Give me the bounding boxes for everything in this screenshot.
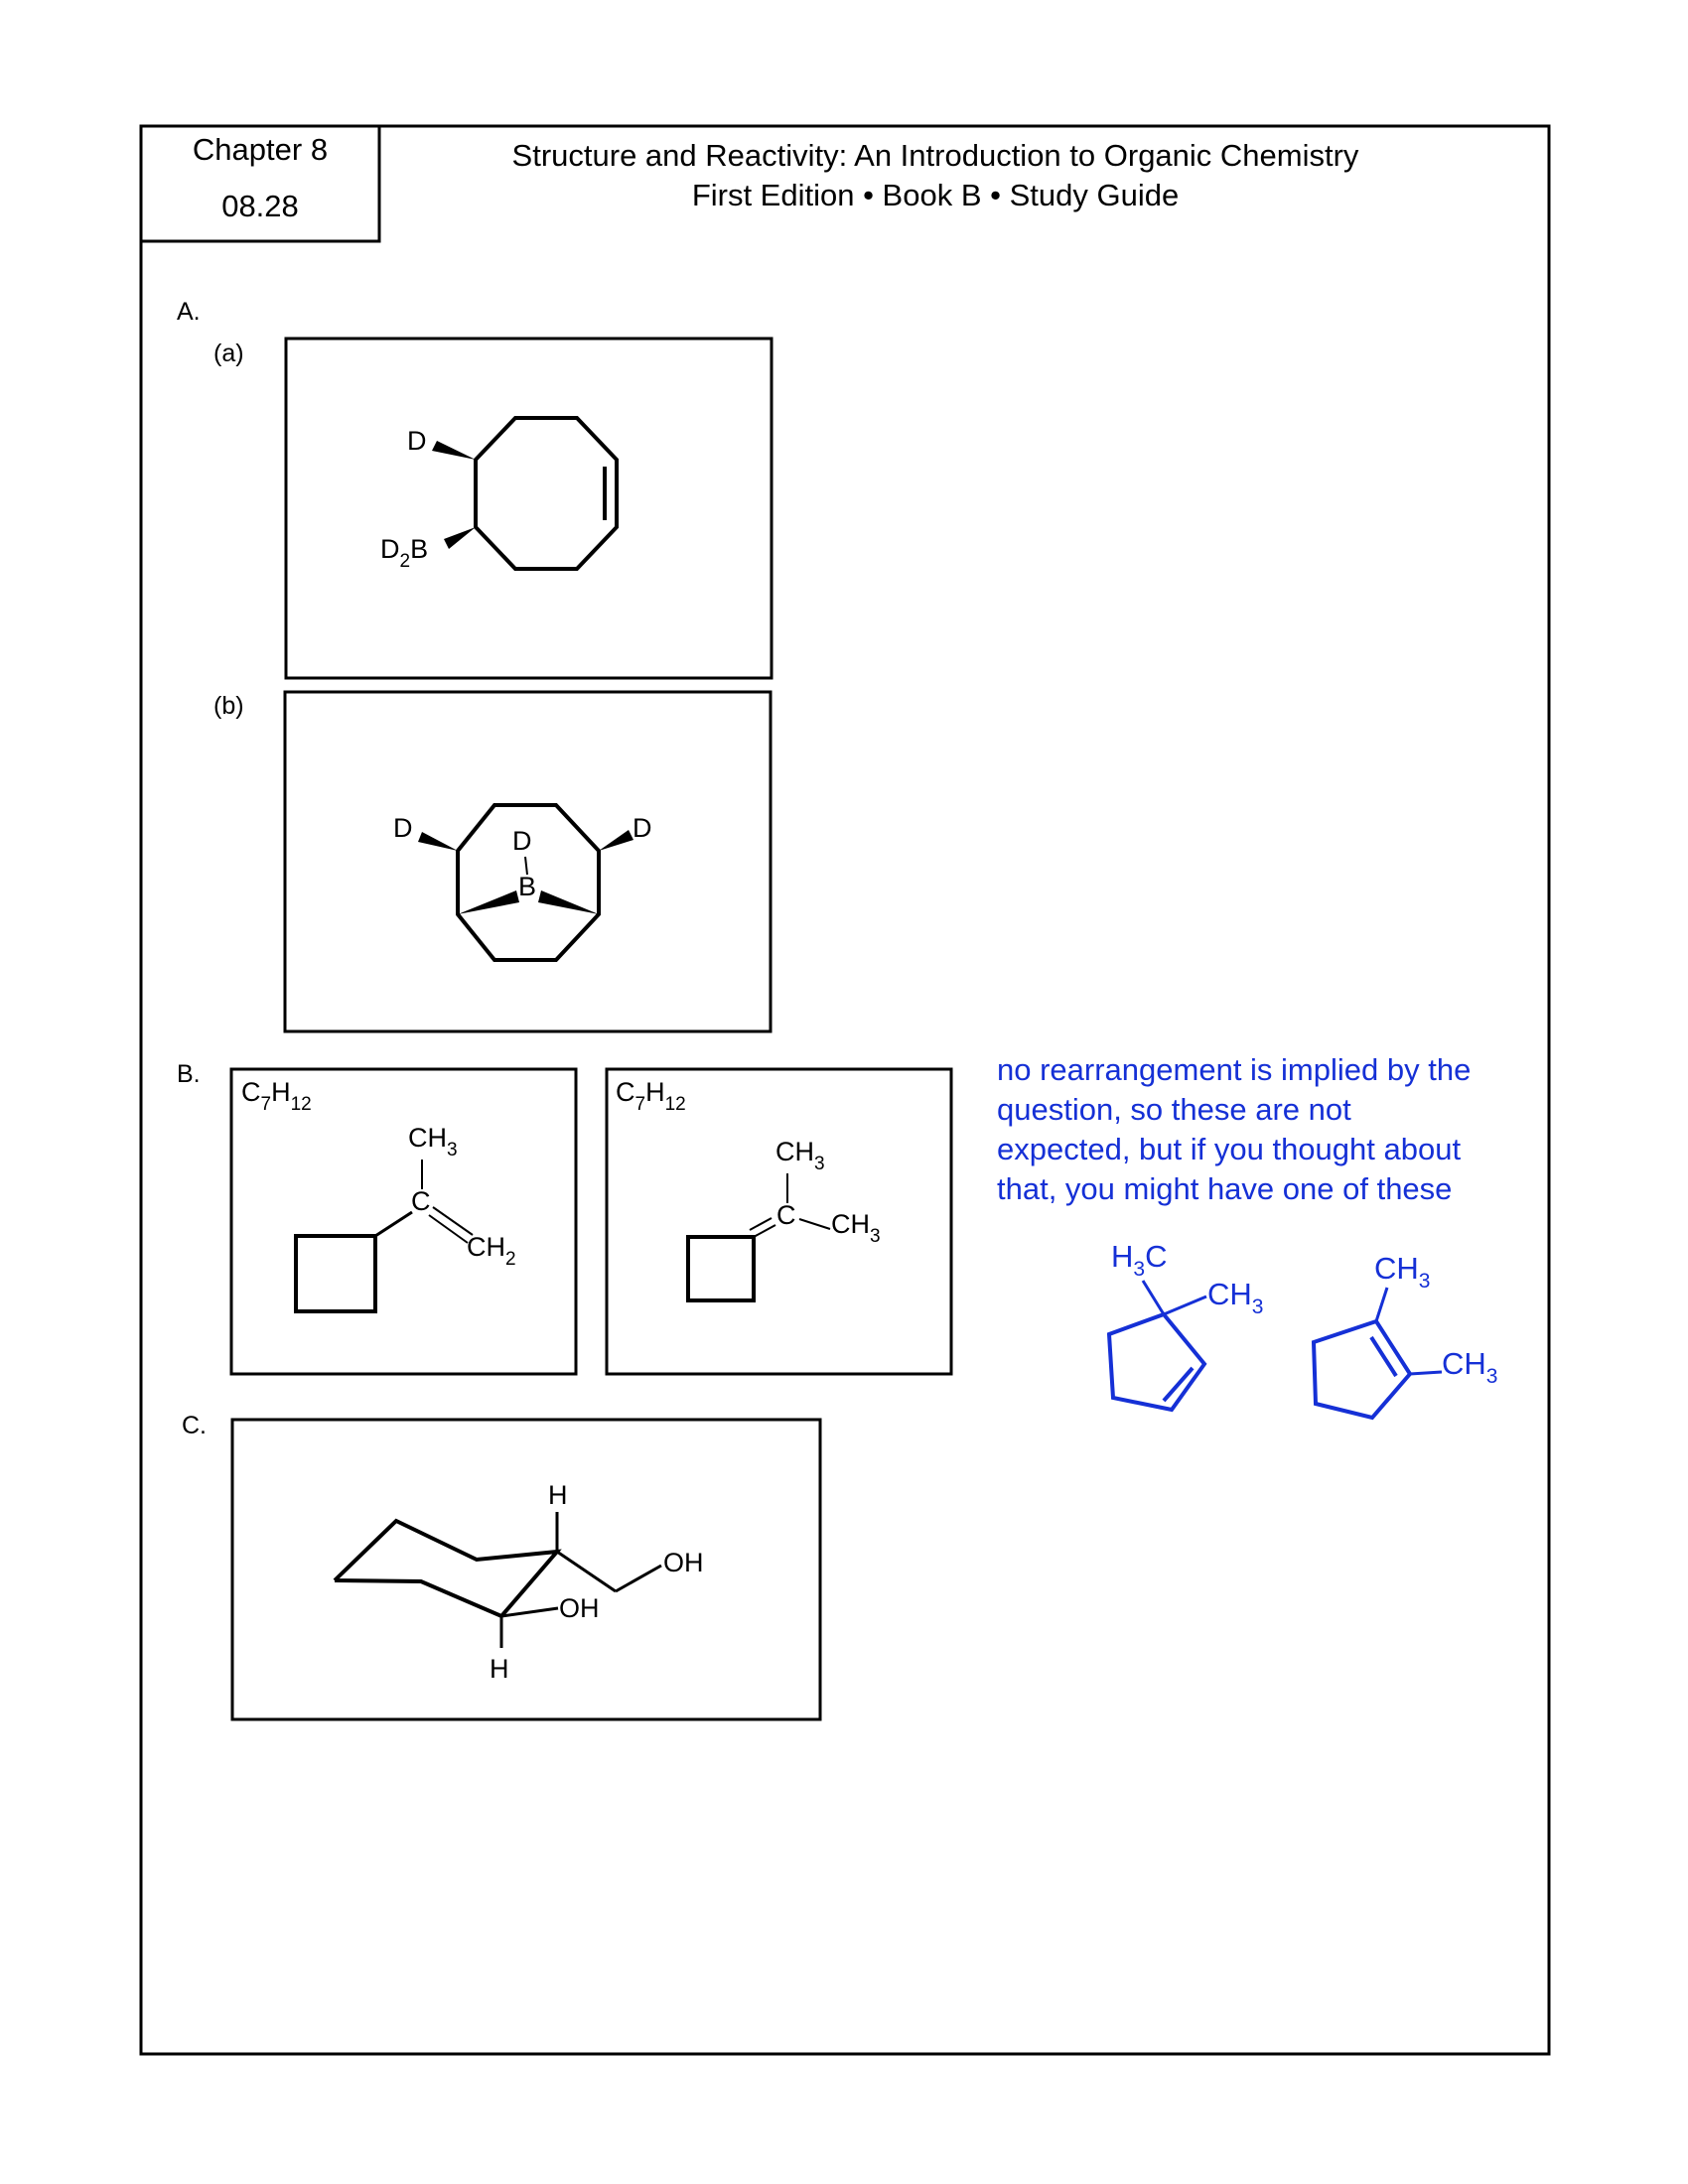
cyclobutane-ring-2 [688,1237,754,1300]
formula-b-1: $C_7H_{12}$ [241,1077,312,1115]
structure-a-b [285,692,771,1031]
ring-to-c-bond [375,1212,412,1236]
section-c-label: C. [182,1412,207,1439]
wedge-d-right [599,830,633,851]
d-bridge-atom: D [512,826,532,856]
c-ch3-right-bond [799,1219,830,1229]
handwritten-note [997,1052,1471,1206]
ch3-alt-1: $CH_3$ [1207,1277,1264,1318]
c-ch2-double-2 [429,1215,468,1243]
chapter-label: Chapter 8 [192,132,329,167]
c-atom-b-2: C [776,1200,796,1230]
answer-box-b-1 [231,1069,576,1374]
cyclooctene-ring [476,418,617,569]
structure-b-1 [231,1069,576,1374]
ch3-right-alt-2: $CH_3$ [1442,1346,1498,1388]
methyl-top-bond [1376,1288,1387,1321]
oh-chain: OH [663,1548,704,1577]
d-left-atom: D [393,813,413,843]
ch2-o-bond [616,1566,661,1591]
answer-box-c [232,1420,820,1719]
note-line-2: question, so these are not [997,1092,1351,1127]
note-line-4: that, you might have one of these [997,1171,1453,1206]
methyl-right-bond [1410,1372,1442,1374]
ch3-right-b-2: $CH_3$ [831,1209,881,1247]
alt-structure-2 [1314,1251,1497,1418]
section-b-label: B. [177,1060,201,1088]
answer-box-a-b [285,692,771,1031]
section-a-label: A. [177,298,201,326]
c-ch2-bond [557,1552,616,1591]
cyclohexane-chair [335,1521,557,1616]
ch2-group-b-1: $CH_2$ [467,1232,516,1270]
part-b-label: (b) [213,692,244,720]
c-oh-bond [501,1608,558,1616]
b-bridge-atom: B [518,872,537,901]
h-bottom-atom: H [490,1654,509,1684]
header [141,126,1359,241]
structure-a-a [286,339,772,678]
book-title: Structure and Reactivity: An Introduction to Organic Chemistry [511,138,1359,173]
formula-b-2: $C_7H_{12}$ [616,1077,686,1115]
d2b-group: $D_2B$ [380,534,429,572]
answer-box-a-a [286,339,772,678]
cyclobutane-ring [296,1236,375,1311]
wedge-d2b [444,527,476,549]
h3c-group: $H_3C$ [1111,1239,1168,1281]
cyclopentene-ring-2 [1314,1321,1410,1418]
c-atom-b-1: C [411,1186,431,1216]
wedge-d-left [418,832,458,851]
gem-methyl-right [1164,1297,1206,1314]
note-line-3: expected, but if you thought about [997,1132,1462,1166]
ch3-top-alt-2: $CH_3$ [1374,1251,1431,1293]
d-atom: D [407,426,427,456]
problem-number: 08.28 [221,189,299,223]
ch3-top-b-2: $CH_3$ [775,1137,825,1174]
structure-b-2 [607,1069,951,1374]
d-right-atom: D [633,813,652,843]
wedge-d [432,441,476,460]
structure-c [232,1420,820,1719]
h-top-atom: H [548,1480,568,1510]
cyclopentene-ring-1 [1109,1314,1204,1410]
oh-ring: OH [559,1593,600,1623]
page-frame [141,126,1549,2054]
note-line-1: no rearrangement is implied by the [997,1052,1472,1087]
ch3-group-b-1: $CH_3$ [408,1123,458,1160]
wedge-bridge-left [458,890,519,914]
alt-structure-1 [1109,1239,1263,1410]
part-a-label: (a) [213,340,244,367]
wedge-bridge-right [538,890,599,914]
gem-methyl-up [1143,1281,1164,1314]
edition-line: First Edition • Book B • Study Guide [691,178,1180,212]
